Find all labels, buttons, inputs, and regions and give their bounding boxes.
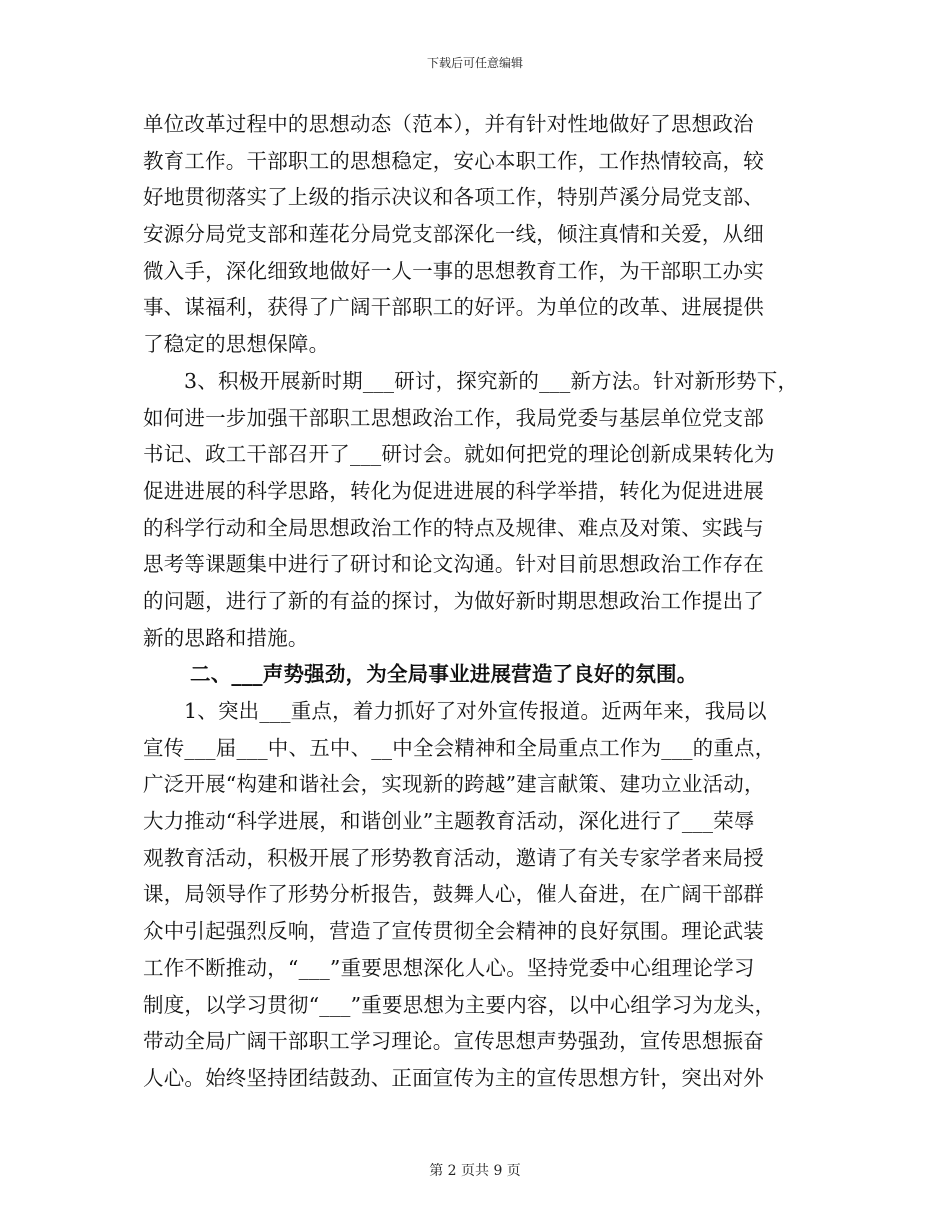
paragraph-line: 事、谋福利，获得了广阔干部职工的好评。为单位的改革、进展提供 <box>143 295 764 320</box>
paragraph-line: 大力推动“科学进展，和谐创业”主题教育活动，深化进行了___荣辱 <box>143 809 755 834</box>
paragraph-line: 微入手，深化细致地做好一人一事的思想教育工作，为干部职工办实 <box>143 258 764 283</box>
paragraph-line: 人心。始终坚持团结鼓劲、正面宣传为主的宣传思想方针，突出对外 <box>143 1065 764 1090</box>
paragraph-line: 教育工作。干部职工的思想稳定，安心本职工作，工作热情较高，较 <box>143 148 764 173</box>
section-heading: 二、___声势强劲，为全局事业进展营造了良好的氛围。 <box>190 662 698 687</box>
paragraph-line: 1、突出___重点，着力抓好了对外宣传报道。近两年来，我局以 <box>184 699 767 723</box>
paragraph-line: 的科学行动和全局思想政治工作的特点及规律、难点及对策、实践与 <box>143 515 764 540</box>
document-body <box>143 106 803 1097</box>
paragraph-line: 的问题，进行了新的有益的探讨，为做好新时期思想政治工作提出了 <box>143 588 764 613</box>
paragraph-line: 制度，以学习贯彻“___”重要思想为主要内容，以中心组学习为龙头， <box>143 992 776 1017</box>
paragraph-line: 思考等课题集中进行了研讨和论文沟通。针对目前思想政治工作存在 <box>143 552 764 577</box>
paragraph-line: 观教育活动，积极开展了形势教育活动，邀请了有关专家学者来局授 <box>143 845 764 870</box>
paragraph-line: 了稳定的思想保障。 <box>143 332 330 357</box>
paragraph-line: 工作不断推动，“___”重要思想深化人心。坚持党委中心组理论学习 <box>143 955 755 980</box>
page-number: 第 2 页共 9 页 <box>429 1163 521 1179</box>
paragraph-line: 3、积极开展新时期___研讨，探究新的___新方法。针对新形势下， <box>184 368 799 393</box>
paragraph-line: 促进进展的科学思路，转化为促进进展的科学举措，转化为促进进展 <box>143 478 764 503</box>
paragraph-line: 带动全局广阔干部职工学习理论。宣传思想声势强劲，宣传思想振奋 <box>143 1029 764 1054</box>
paragraph-line: 安源分局党支部和莲花分局党支部深化一线，倾注真情和关爱，从细 <box>143 222 764 247</box>
paragraph-line: 众中引起强烈反响，营造了宣传贯彻全会精神的良好氛围。理论武装 <box>143 919 764 944</box>
paragraph-line: 新的思路和措施。 <box>143 625 309 650</box>
paragraph-line: 书记、政工干部召开了___研讨会。就如何把党的理论创新成果转化为 <box>143 442 775 467</box>
paragraph-line: 广泛开展“构建和谐社会，实现新的跨越”建言献策、建功立业活动， <box>143 772 765 797</box>
paragraph-line: 如何进一步加强干部职工思想政治工作，我局党委与基层单位党支部 <box>143 405 764 430</box>
paragraph-line: 课，局领导作了形势分析报告，鼓舞人心，催人奋进，在广阔干部群 <box>143 882 764 907</box>
paragraph-line: 单位改革过程中的思想动态（范本），并有针对性地做好了思想政治 <box>143 112 754 136</box>
paragraph-line: 宣传___届___中、五中、__中全会精神和全局重点工作为___的重点， <box>143 735 776 760</box>
page-header: 下载后可任意编辑 <box>426 56 523 70</box>
paragraph-line: 好地贯彻落实了上级的指示决议和各项工作，特别芦溪分局党支部、 <box>143 185 764 210</box>
